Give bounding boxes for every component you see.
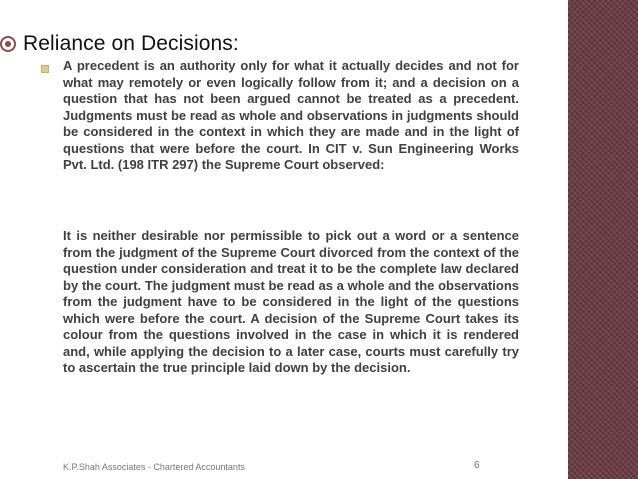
- square-bullet-icon: [41, 65, 49, 73]
- body-paragraph-1: A precedent is an authority only for what it actually decides and not for what may remotely or even logically follow from it; and a decision on a question that has not been argued cannot be treated as a precedent. Judgments must be read as whole and observations in judgments should be considered in the context in which they are made and in the light of questions that were before the court. In CIT v. Sun Engineering Works Pvt. Ltd. (198 ITR 297) the Supreme Court observed:: [63, 58, 519, 172]
- page-number: 6: [474, 460, 480, 471]
- body-paragraph-2: It is neither desirable nor permissible to pick out a word or a sentence from the judgment of the Supreme Court divorced from the context of the question under consideration and treat it to be the complete law declared by the court. The judgment must be read as a whole and the observations from the judgment have to be considered in the light of the questions which were before the court. A decision of the Supreme Court takes its colour from the questions involved in the case in which it is rendered and, while applying the decision to a later case, courts must carefully try to ascertain the true principle laid down by the decision.: [63, 228, 519, 375]
- circle-bullet-icon: [0, 36, 16, 52]
- heading-title: Reliance on Decisions:: [23, 32, 239, 55]
- decorative-sidebar: [568, 0, 638, 479]
- footer-text: K.P.Shah Associates - Chartered Accountants: [63, 462, 245, 472]
- slide-heading: [0, 32, 239, 56]
